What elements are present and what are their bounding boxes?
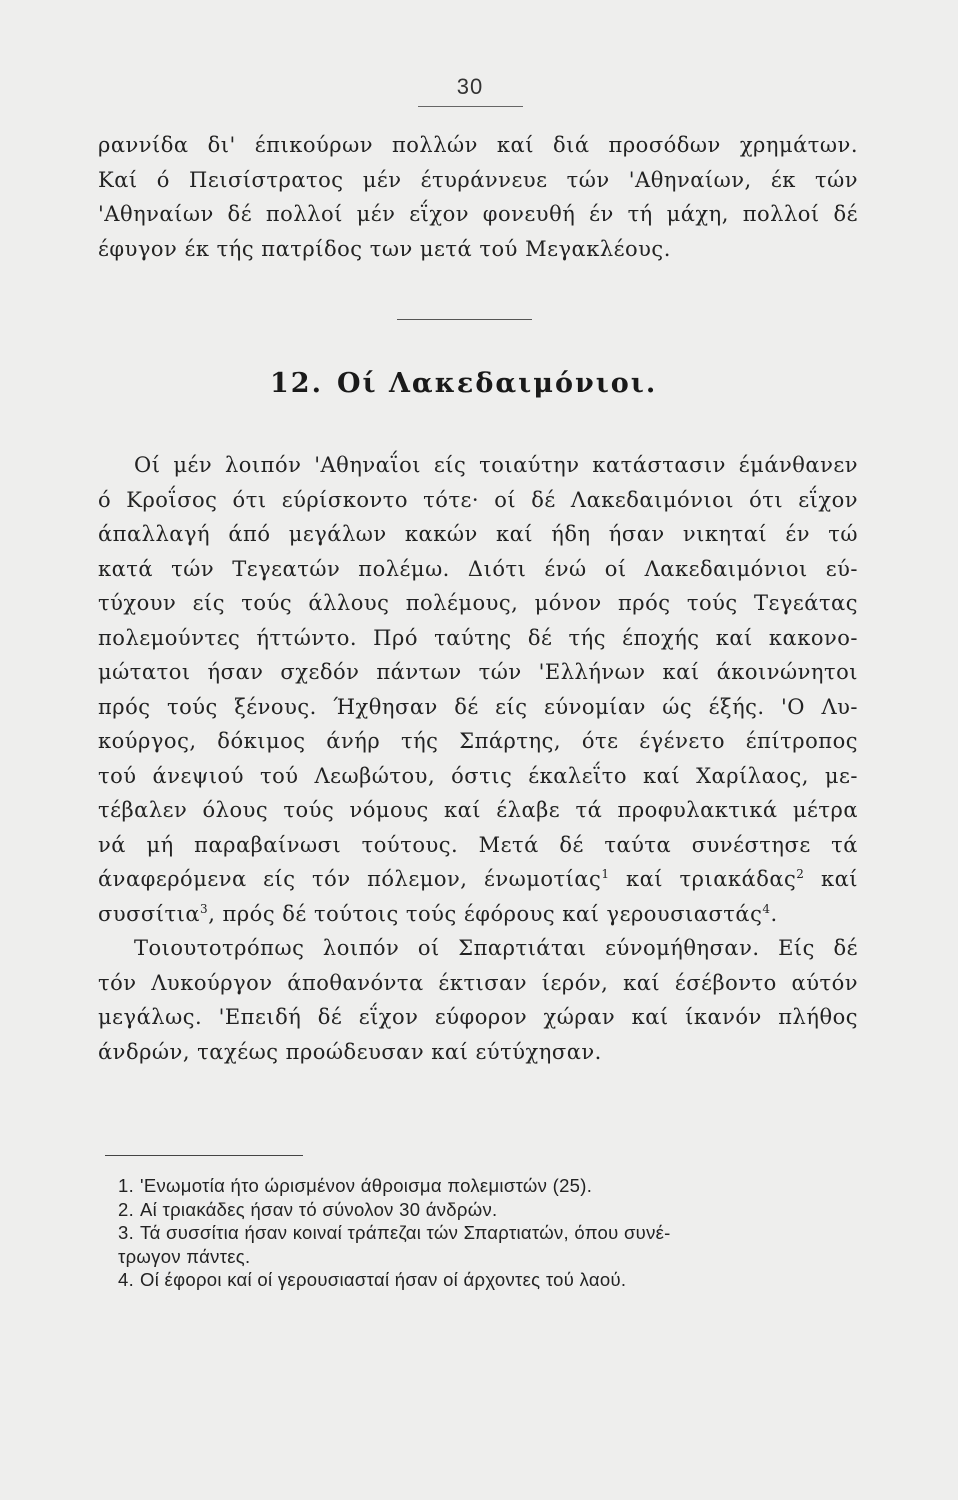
footnote bbox=[118, 1198, 828, 1222]
text-span: . bbox=[770, 901, 778, 926]
text-line: ό Κροΐσος ότι εύρίσκοντο τότε· οί δέ Λακεδαιμόνιοι ότι εΐχον bbox=[98, 487, 858, 512]
text-line: πολεμούντες ήττώντο. Πρό ταύτης δέ τής έποχής καί κακονο- bbox=[98, 625, 858, 650]
footnote-text: Αί τριακάδες ήσαν τό σύνολον 30 άνδρών. bbox=[140, 1198, 498, 1220]
text-line: τού άνεψιού τού Λεωβώτου, όστις έκαλεΐτο καί Χαρίλαος, με- bbox=[98, 763, 858, 788]
section-heading bbox=[270, 364, 690, 404]
footnote-continuation bbox=[118, 1245, 828, 1269]
footnote-number: 2. bbox=[118, 1198, 135, 1220]
footnote-number: 4. bbox=[118, 1269, 135, 1290]
text-line bbox=[98, 897, 858, 932]
text-span: , πρός δέ τούτοις τούς έφόρους καί γερουσιαστάς bbox=[208, 901, 763, 926]
page-number: 30 bbox=[456, 74, 484, 99]
footnote bbox=[118, 1221, 828, 1245]
footnote-text: 'Ενωμοτία ήτο ώρισμένον άθροισμα πολεμιστών (25). bbox=[140, 1175, 593, 1196]
text-line bbox=[98, 862, 858, 897]
footnote-marker: 4 bbox=[762, 901, 771, 916]
text-span: καί τριακάδας bbox=[625, 867, 797, 891]
main-paragraph bbox=[98, 448, 858, 1069]
opening-paragraph bbox=[98, 128, 858, 266]
footnote bbox=[118, 1174, 828, 1198]
text-line: Τοιουτοτρόπως λοιπόν οί Σπαρτιάται εύνομήθησαν. Είς δέ bbox=[134, 936, 858, 960]
text-line: τέβαλεν όλους τούς νόμους καί έλαβε τά προφυλακτικά μέτρα bbox=[98, 798, 858, 822]
text-line: Καί ό Πεισίστρατος μέν έτυράννευε τών 'Αθηναίων, έκ τών bbox=[98, 167, 858, 192]
text-line: τύχουν είς τούς άλλους πολέμους, μόνον πρός τούς Τεγεάτας bbox=[98, 591, 858, 615]
text-line: νά μή παραβαίνωσι τούτους. Μετά δέ ταύτα συνέστησε τά bbox=[98, 832, 858, 857]
text-line: μεγάλως. 'Επειδή δέ εΐχον εύφορον χώραν καί ίκανόν πλήθος bbox=[98, 1005, 858, 1029]
footnote-text: Οί έφοροι καί οί γερουσιασταί ήσαν οί άρχοντες τού λαού. bbox=[140, 1269, 627, 1290]
text-line: άνδρών, ταχέως προώδευσαν καί εύτύχησαν. bbox=[98, 1039, 602, 1064]
text-line: πρός τούς ξένους. Ήχθησαν δέ είς εύνομίαν ώς έξής. 'Ο Λυ- bbox=[98, 694, 858, 719]
section-title: Οί Λακεδαιμόνιοι. bbox=[336, 368, 658, 399]
text-span: άναφερόμενα είς τόν πόλεμον, ένωμοτίας bbox=[98, 867, 602, 891]
footnote-marker: 2 bbox=[796, 867, 805, 881]
text-span: συσσίτια bbox=[98, 901, 201, 926]
text-line: άπαλλαγή άπό μεγάλων κακών καί ήδη ήσαν νικηταί έν τώ bbox=[98, 522, 858, 546]
text-line: κούργος, δόκιμος άνήρ τής Σπάρτης, ότε έγένετο έπίτροπος bbox=[98, 729, 858, 753]
text-line: μώτατοι ήσαν σχεδόν πάντων τών 'Ελλήνων καί άκοινώνητοι bbox=[98, 660, 858, 684]
text-line: τόν Λυκούργον άποθανόντα έκτισαν ίερόν, καί έσέβοντο αύτόν bbox=[98, 970, 858, 995]
footnotes bbox=[118, 1174, 828, 1292]
text-span: καί bbox=[820, 867, 858, 891]
section-number: 12. bbox=[270, 368, 323, 399]
footnote bbox=[118, 1268, 828, 1292]
text-line: Οί μέν λοιπόν 'Αθηναΐοι είς τοιαύτην κατάστασιν έμάνθανεν bbox=[134, 453, 858, 477]
page-number-rule bbox=[418, 106, 523, 107]
footnote-text: Τά συσσίτια ήσαν κοιναί τράπεζαι τών Σπαρτιατών, όπου συνέ- bbox=[140, 1222, 671, 1243]
footnote-marker: 1 bbox=[601, 867, 610, 881]
section-divider bbox=[397, 319, 532, 320]
text-line: 'Αθηναίων δέ πολλοί μέν εΐχον φονευθή έν τή μάχη, πολλοί δέ bbox=[98, 202, 858, 226]
footnote-text: τρωγον πάντες. bbox=[118, 1245, 251, 1267]
text-line: ραννίδα δι' έπικούρων πολλών καί διά προσόδων χρημάτων. bbox=[98, 133, 858, 157]
text-line: έφυγον έκ τής πατρίδος των μετά τού Μεγακλέους. bbox=[98, 236, 671, 261]
footnote-marker: 3 bbox=[200, 901, 209, 916]
footnote-number: 1. bbox=[118, 1175, 135, 1196]
text-line: κατά τών Τεγεατών πολέμω. Διότι ένώ οί Λακεδαιμόνιοι εύ- bbox=[98, 556, 858, 581]
footnote-number: 3. bbox=[118, 1222, 135, 1243]
footnote-divider bbox=[105, 1155, 303, 1156]
